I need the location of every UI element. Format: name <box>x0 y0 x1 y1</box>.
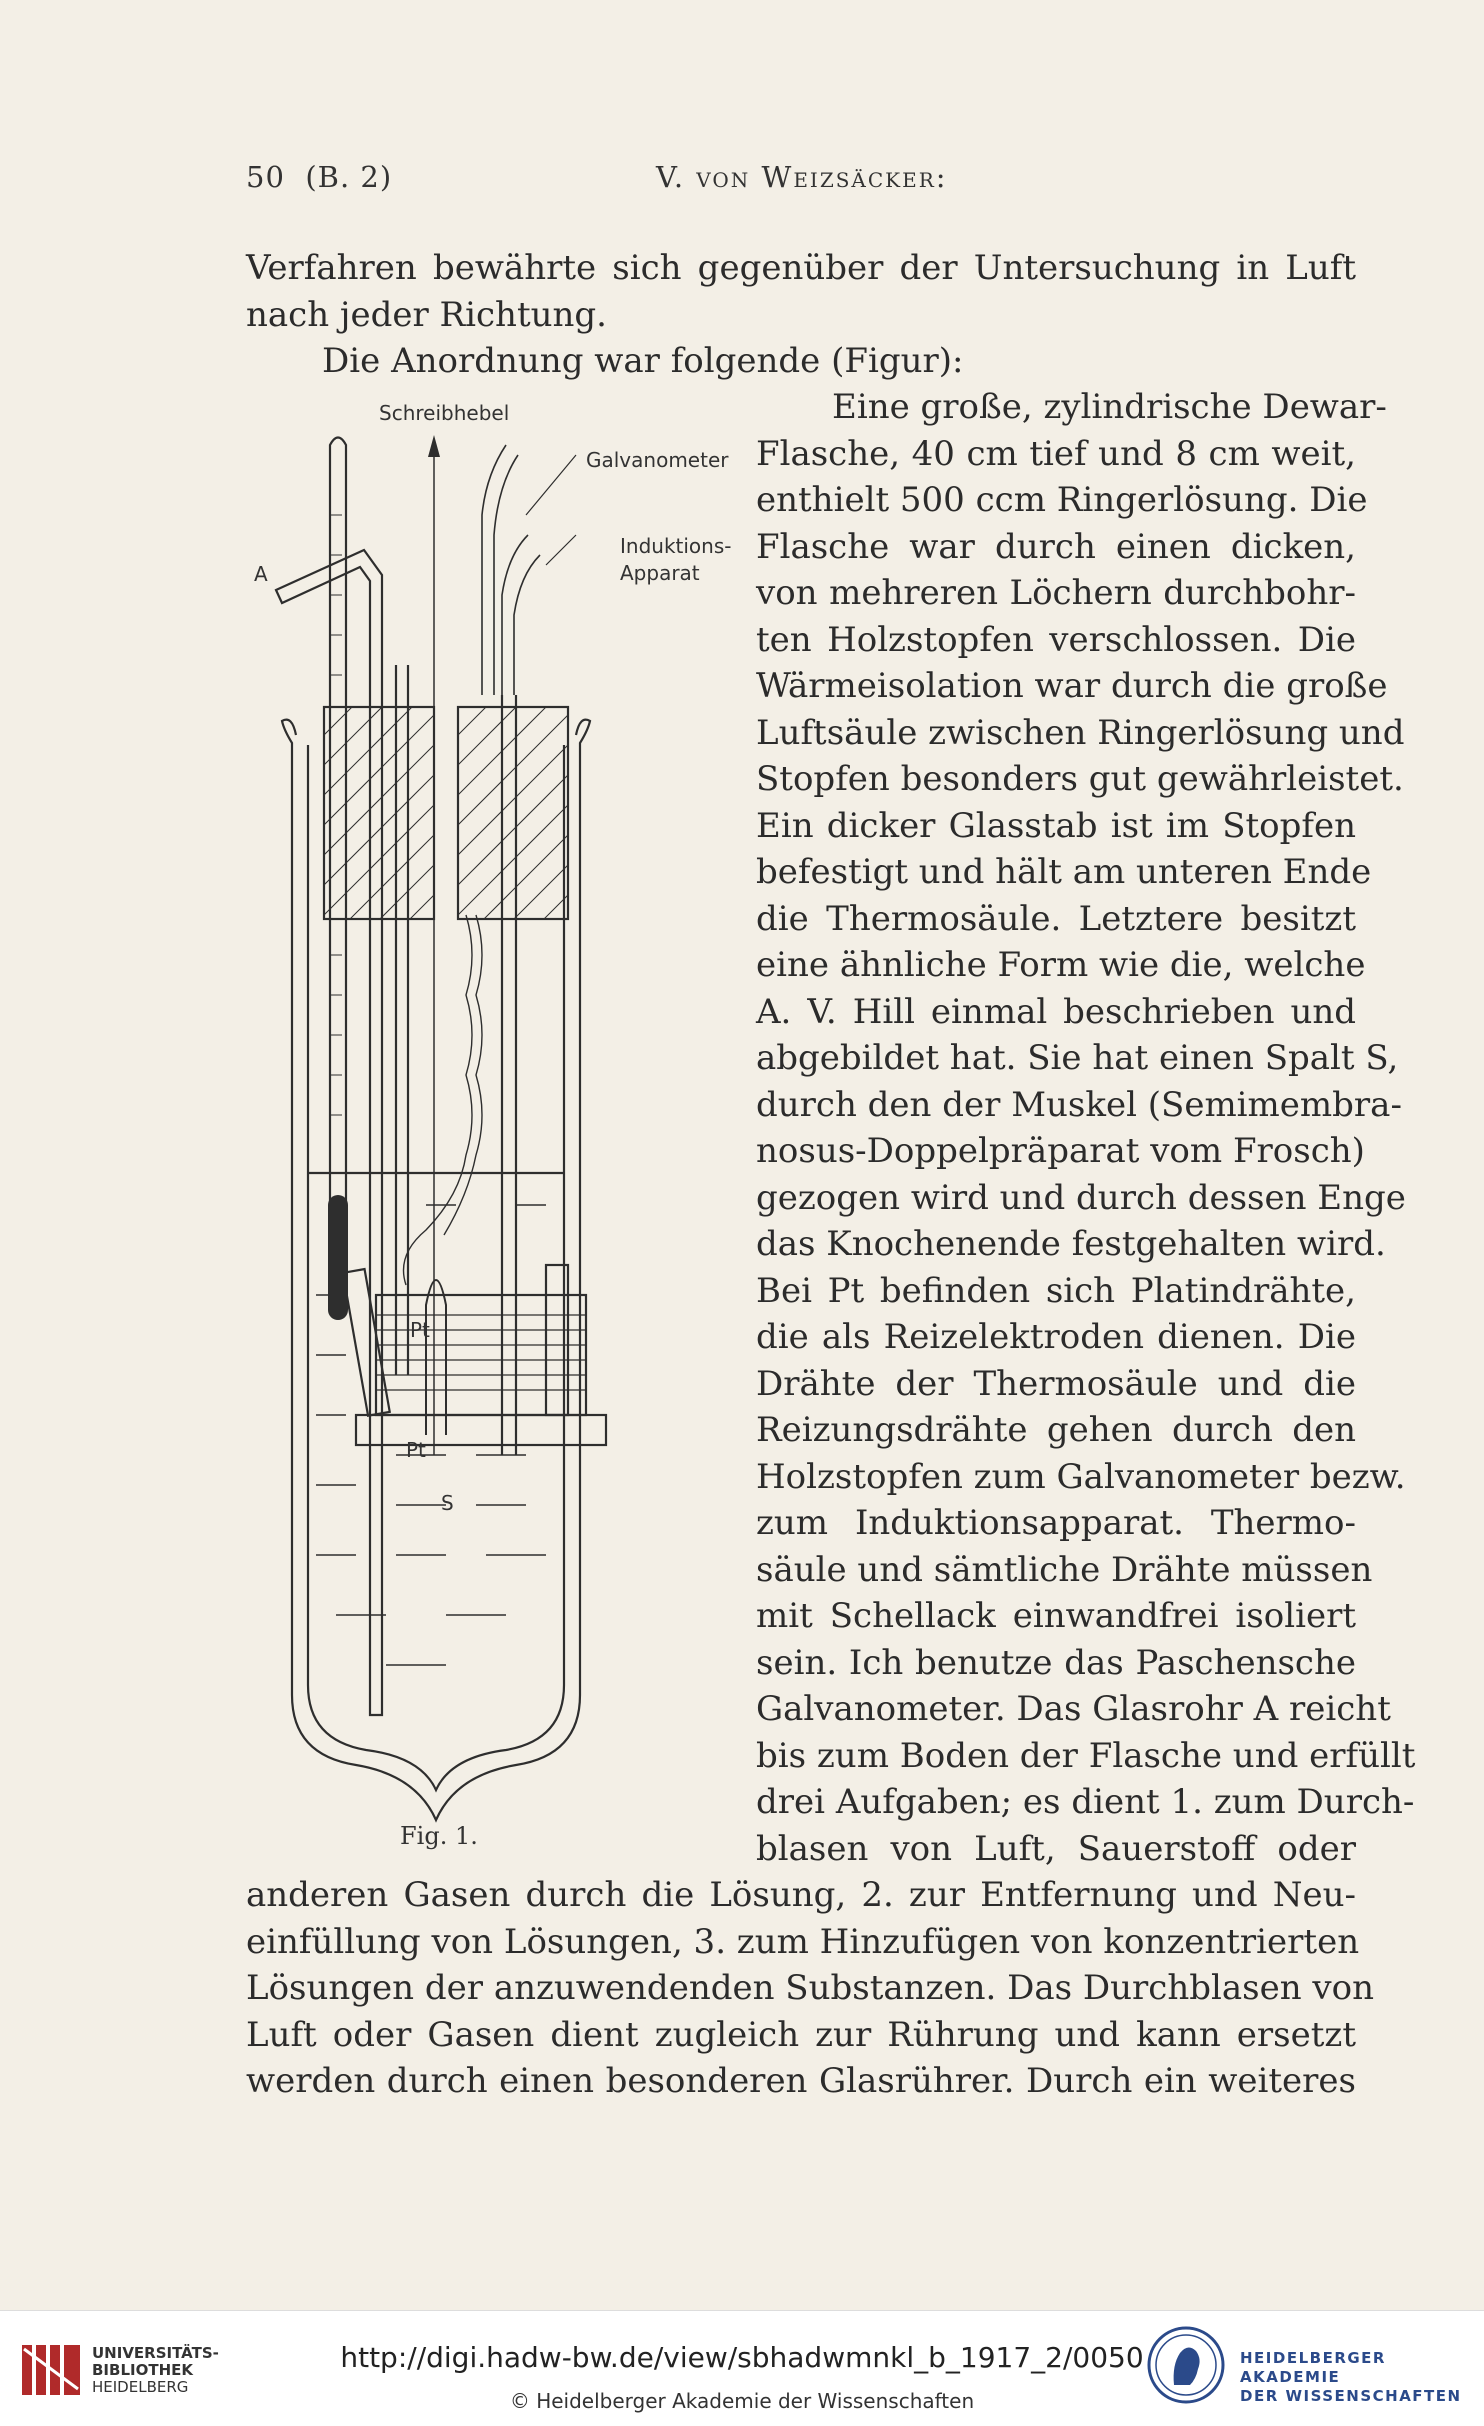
label-pt-lower: Pt <box>406 1438 426 1462</box>
label-pt-upper: Pt <box>410 1318 430 1342</box>
text-line: A. V. Hill einmal beschrieben und <box>756 991 1356 1032</box>
stopper-hatching <box>324 707 568 919</box>
text-line: werden durch einen besonderen Glasrührer. Durch ein weiteres <box>246 2061 1356 2101</box>
text-line: enthielt 500 ccm Ringerlösung. Die <box>756 480 1368 520</box>
text-line: blasen von Luft, Sauerstoff oder <box>756 1828 1356 1869</box>
text-line: das Knochenende festgehalten wird. <box>756 1224 1386 1264</box>
label-galvanometer: Galvanometer <box>586 448 729 472</box>
glass-rod <box>396 665 408 1375</box>
label-induktions: Induktions- <box>620 534 732 558</box>
text-line: gezogen wird und durch dessen Enge <box>756 1177 1406 1218</box>
text-line: Luftsäule zwischen Ringerlösung und <box>756 712 1405 753</box>
text-line: bis zum Boden der Flasche und erfüllt <box>756 1735 1416 1776</box>
thermometer <box>330 438 346 1314</box>
galvanometer-wires <box>482 445 518 695</box>
text-line: Verfahren bewährte sich gegenüber der Untersuchung in Luft <box>246 248 1356 288</box>
text-line: Die Anordnung war folgende (Figur): <box>322 341 964 381</box>
text-line: eine ähnliche Form wie die, welche <box>756 945 1366 985</box>
induction-wires <box>502 535 540 695</box>
text-line: einfüllung von Lösungen, 3. zum Hinzufügen von konzentrierten <box>246 1921 1360 1962</box>
label-s: S <box>441 1491 454 1515</box>
text-line: die als Reizelektroden dienen. Die <box>756 1317 1356 1357</box>
muscle-specimen <box>426 1280 446 1435</box>
text-line: Wärmeisolation war durch die große <box>756 666 1388 706</box>
text-line: Ein dicker Glasstab ist im Stopfen <box>756 805 1356 846</box>
text-line: drei Aufgaben; es dient 1. zum Durch- <box>756 1782 1415 1822</box>
copyright-notice: © Heidelberger Akademie der Wissenschaften <box>509 2389 975 2413</box>
intro-paragraph <box>246 245 1356 385</box>
text-line: Bei Pt befinden sich Platindrähte, <box>756 1270 1356 1311</box>
text-line: von mehreren Löchern durchbohr- <box>756 573 1356 613</box>
text-line: Flasche war durch einen dicken, <box>756 526 1356 567</box>
text-line: Holzstopfen zum Galvanometer bezw. <box>756 1456 1406 1497</box>
side-paragraph <box>756 384 1416 1872</box>
library-name: UNIVERSITÄTS- BIBLIOTHEK HEIDELBERG <box>92 2344 219 2396</box>
text-line: anderen Gasen durch die Lösung, 2. zur Entfernung und Neu- <box>246 1875 1356 1915</box>
page-number: 50 (B. 2) <box>246 160 393 194</box>
text-line: Luft oder Gasen dient zugleich zur Rührung und kann ersetzt <box>246 2014 1356 2055</box>
permalink-url[interactable]: http://digi.hadw-bw.de/view/sbhadwmnkl_b_1917_2/0050 <box>340 2341 1144 2374</box>
text-line: Flasche, 40 cm tief und 8 cm weit, <box>756 433 1356 474</box>
coiled-wire <box>404 915 473 1285</box>
text-line: abgebildet hat. Sie hat einen Spalt S, <box>756 1038 1399 1078</box>
stopper-right <box>458 707 568 919</box>
thermopile-base <box>356 1415 606 1445</box>
text-line: sein. Ich benutze das Paschensche <box>756 1642 1356 1683</box>
running-title: V. von Weizsäcker: <box>656 160 948 194</box>
text-line: Galvanometer. Das Glasrohr A reicht <box>756 1689 1391 1729</box>
text-line: mit Schellack einwandfrei isoliert <box>756 1596 1356 1636</box>
liquid-dashes <box>316 1205 546 1665</box>
text-line: nach jeder Richtung. <box>246 294 607 335</box>
stopper-left <box>324 707 434 919</box>
academy-seal-icon <box>1146 2325 1226 2405</box>
text-line: durch den der Muskel (Semimembra- <box>756 1084 1402 1125</box>
text-line: die Thermosäule. Letztere besitzt <box>756 898 1356 939</box>
academy-name: HEIDELBERGER AKADEMIE DER WISSENSCHAFTEN <box>1240 2349 1462 2405</box>
text-line: Stopfen besonders gut gewährleistet. <box>756 759 1404 799</box>
text-line: Reizungsdrähte gehen durch den <box>756 1410 1356 1450</box>
text-line: nosus-Doppelpräparat vom Frosch) <box>756 1131 1365 1171</box>
text-line: Drähte der Thermosäule und die <box>756 1363 1356 1404</box>
text-line: ten Holzstopfen verschlossen. Die <box>756 619 1356 660</box>
text-line: säule und sämtliche Drähte müssen <box>756 1549 1373 1590</box>
running-header <box>246 160 1356 200</box>
apparatus-figure <box>246 395 756 1865</box>
label-schreibhebel: Schreibhebel <box>379 401 510 425</box>
text-line: befestigt und hält am unteren Ende <box>756 852 1372 892</box>
text-line: Eine große, zylindrische Dewar- <box>832 387 1387 427</box>
digitization-footer <box>0 2310 1484 2426</box>
text-line: zum Induktionsapparat. Thermo- <box>756 1503 1356 1543</box>
text-line: Lösungen der anzuwendenden Substanzen. Das Durchblasen von <box>246 1968 1374 2008</box>
continuation-paragraph <box>246 1872 1374 2105</box>
figure-caption: Fig. 1. <box>400 1822 478 1850</box>
label-apparat: Apparat <box>620 561 700 585</box>
label-a: A <box>254 562 268 586</box>
